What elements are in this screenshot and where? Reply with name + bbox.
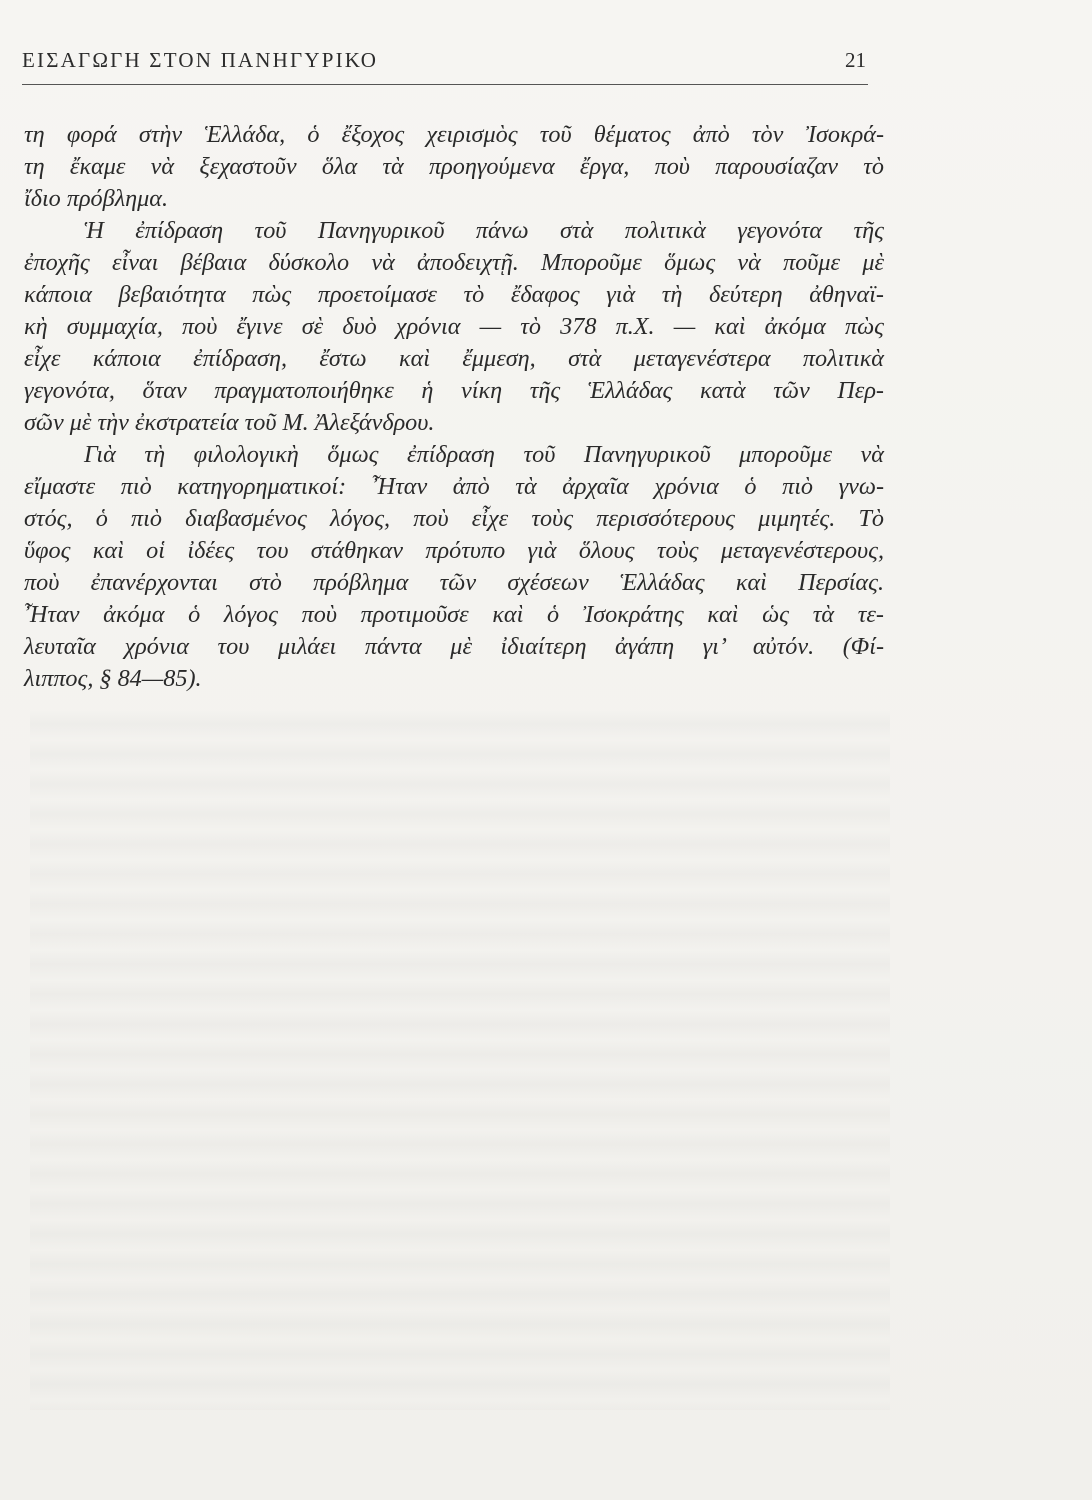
page-number: 21 bbox=[845, 48, 866, 72]
running-title: ΕΙΣΑΓΩΓΗ ΣΤΟΝ ΠΑΝΗΓΥΡΙΚΟ bbox=[22, 48, 379, 72]
text-line: τη ἔκαμε νὰ ξεχαστοῦν ὅλα τὰ προηγούμενα ἔργα, ποὺ παρουσίαζαν τὸ bbox=[24, 153, 884, 180]
text-line: ἴδιο πρόβλημα. bbox=[24, 185, 169, 212]
text-line: ποὺ ἐπανέρχονται στὸ πρόβλημα τῶν σχέσεων Ἑλλάδας καὶ Περσίας. bbox=[24, 569, 884, 596]
text-line: στός, ὁ πιὸ διαβασμένος λόγος, ποὺ εἶχε τοὺς περισσότερους μιμητές. Τὸ bbox=[24, 505, 884, 532]
body-text bbox=[24, 119, 884, 695]
text-line: κάποια βεβαιότητα πὼς προετοίμασε τὸ ἔδαφος γιὰ τὴ δεύτερη ἀθηναϊ- bbox=[24, 281, 884, 308]
text-line: λευταῖα χρόνια του μιλάει πάντα μὲ ἰδιαίτερη ἀγάπη γι’ αὐτόν. (Φί- bbox=[24, 633, 884, 660]
show-through-background bbox=[30, 710, 890, 1410]
text-line: τη φορά στὴν Ἑλλάδα, ὁ ἔξοχος χειρισμὸς τοῦ θέματος ἀπὸ τὸν Ἰσοκρά- bbox=[24, 121, 884, 148]
text-line: ὕφος καὶ οἱ ἰδέες του στάθηκαν πρότυπο γιὰ ὅλους τοὺς μεταγενέστερους, bbox=[24, 537, 884, 564]
text-line: κὴ συμμαχία, ποὺ ἔγινε σὲ δυὸ χρόνια — τὸ 378 π.Χ. — καὶ ἀκόμα πὼς bbox=[24, 313, 884, 340]
text-line: σῶν μὲ τὴν ἐκστρατεία τοῦ Μ. Ἀλεξάνδρου. bbox=[24, 409, 435, 436]
text-line: ἐποχῆς εἶναι βέβαια δύσκολο νὰ ἀποδειχτῇ. Μποροῦμε ὅμως νὰ ποῦμε μὲ bbox=[24, 249, 884, 276]
text-line: λιππος, § 84—85). bbox=[24, 665, 202, 692]
page-header bbox=[22, 44, 868, 85]
text-line: γεγονότα, ὅταν πραγματοποιήθηκε ἡ νίκη τῆς Ἑλλάδας κατὰ τῶν Περ- bbox=[24, 377, 884, 404]
text-line: εἴμαστε πιὸ κατηγορηματικοί: Ἦταν ἀπὸ τὰ ἀρχαῖα χρόνια ὁ πιὸ γνω- bbox=[24, 473, 884, 500]
text-line: εἶχε κάποια ἐπίδραση, ἔστω καὶ ἔμμεση, στὰ μεταγενέστερα πολιτικὰ bbox=[24, 345, 884, 372]
text-line: Γιὰ τὴ φιλολογικὴ ὅμως ἐπίδραση τοῦ Πανηγυρικοῦ μποροῦμε νὰ bbox=[84, 441, 884, 468]
text-line: Ἡ ἐπίδραση τοῦ Πανηγυρικοῦ πάνω στὰ πολιτικὰ γεγονότα τῆς bbox=[84, 217, 884, 244]
text-line: Ἦταν ἀκόμα ὁ λόγος ποὺ προτιμοῦσε καὶ ὁ Ἰσοκράτης καὶ ὡς τὰ τε- bbox=[24, 601, 884, 628]
